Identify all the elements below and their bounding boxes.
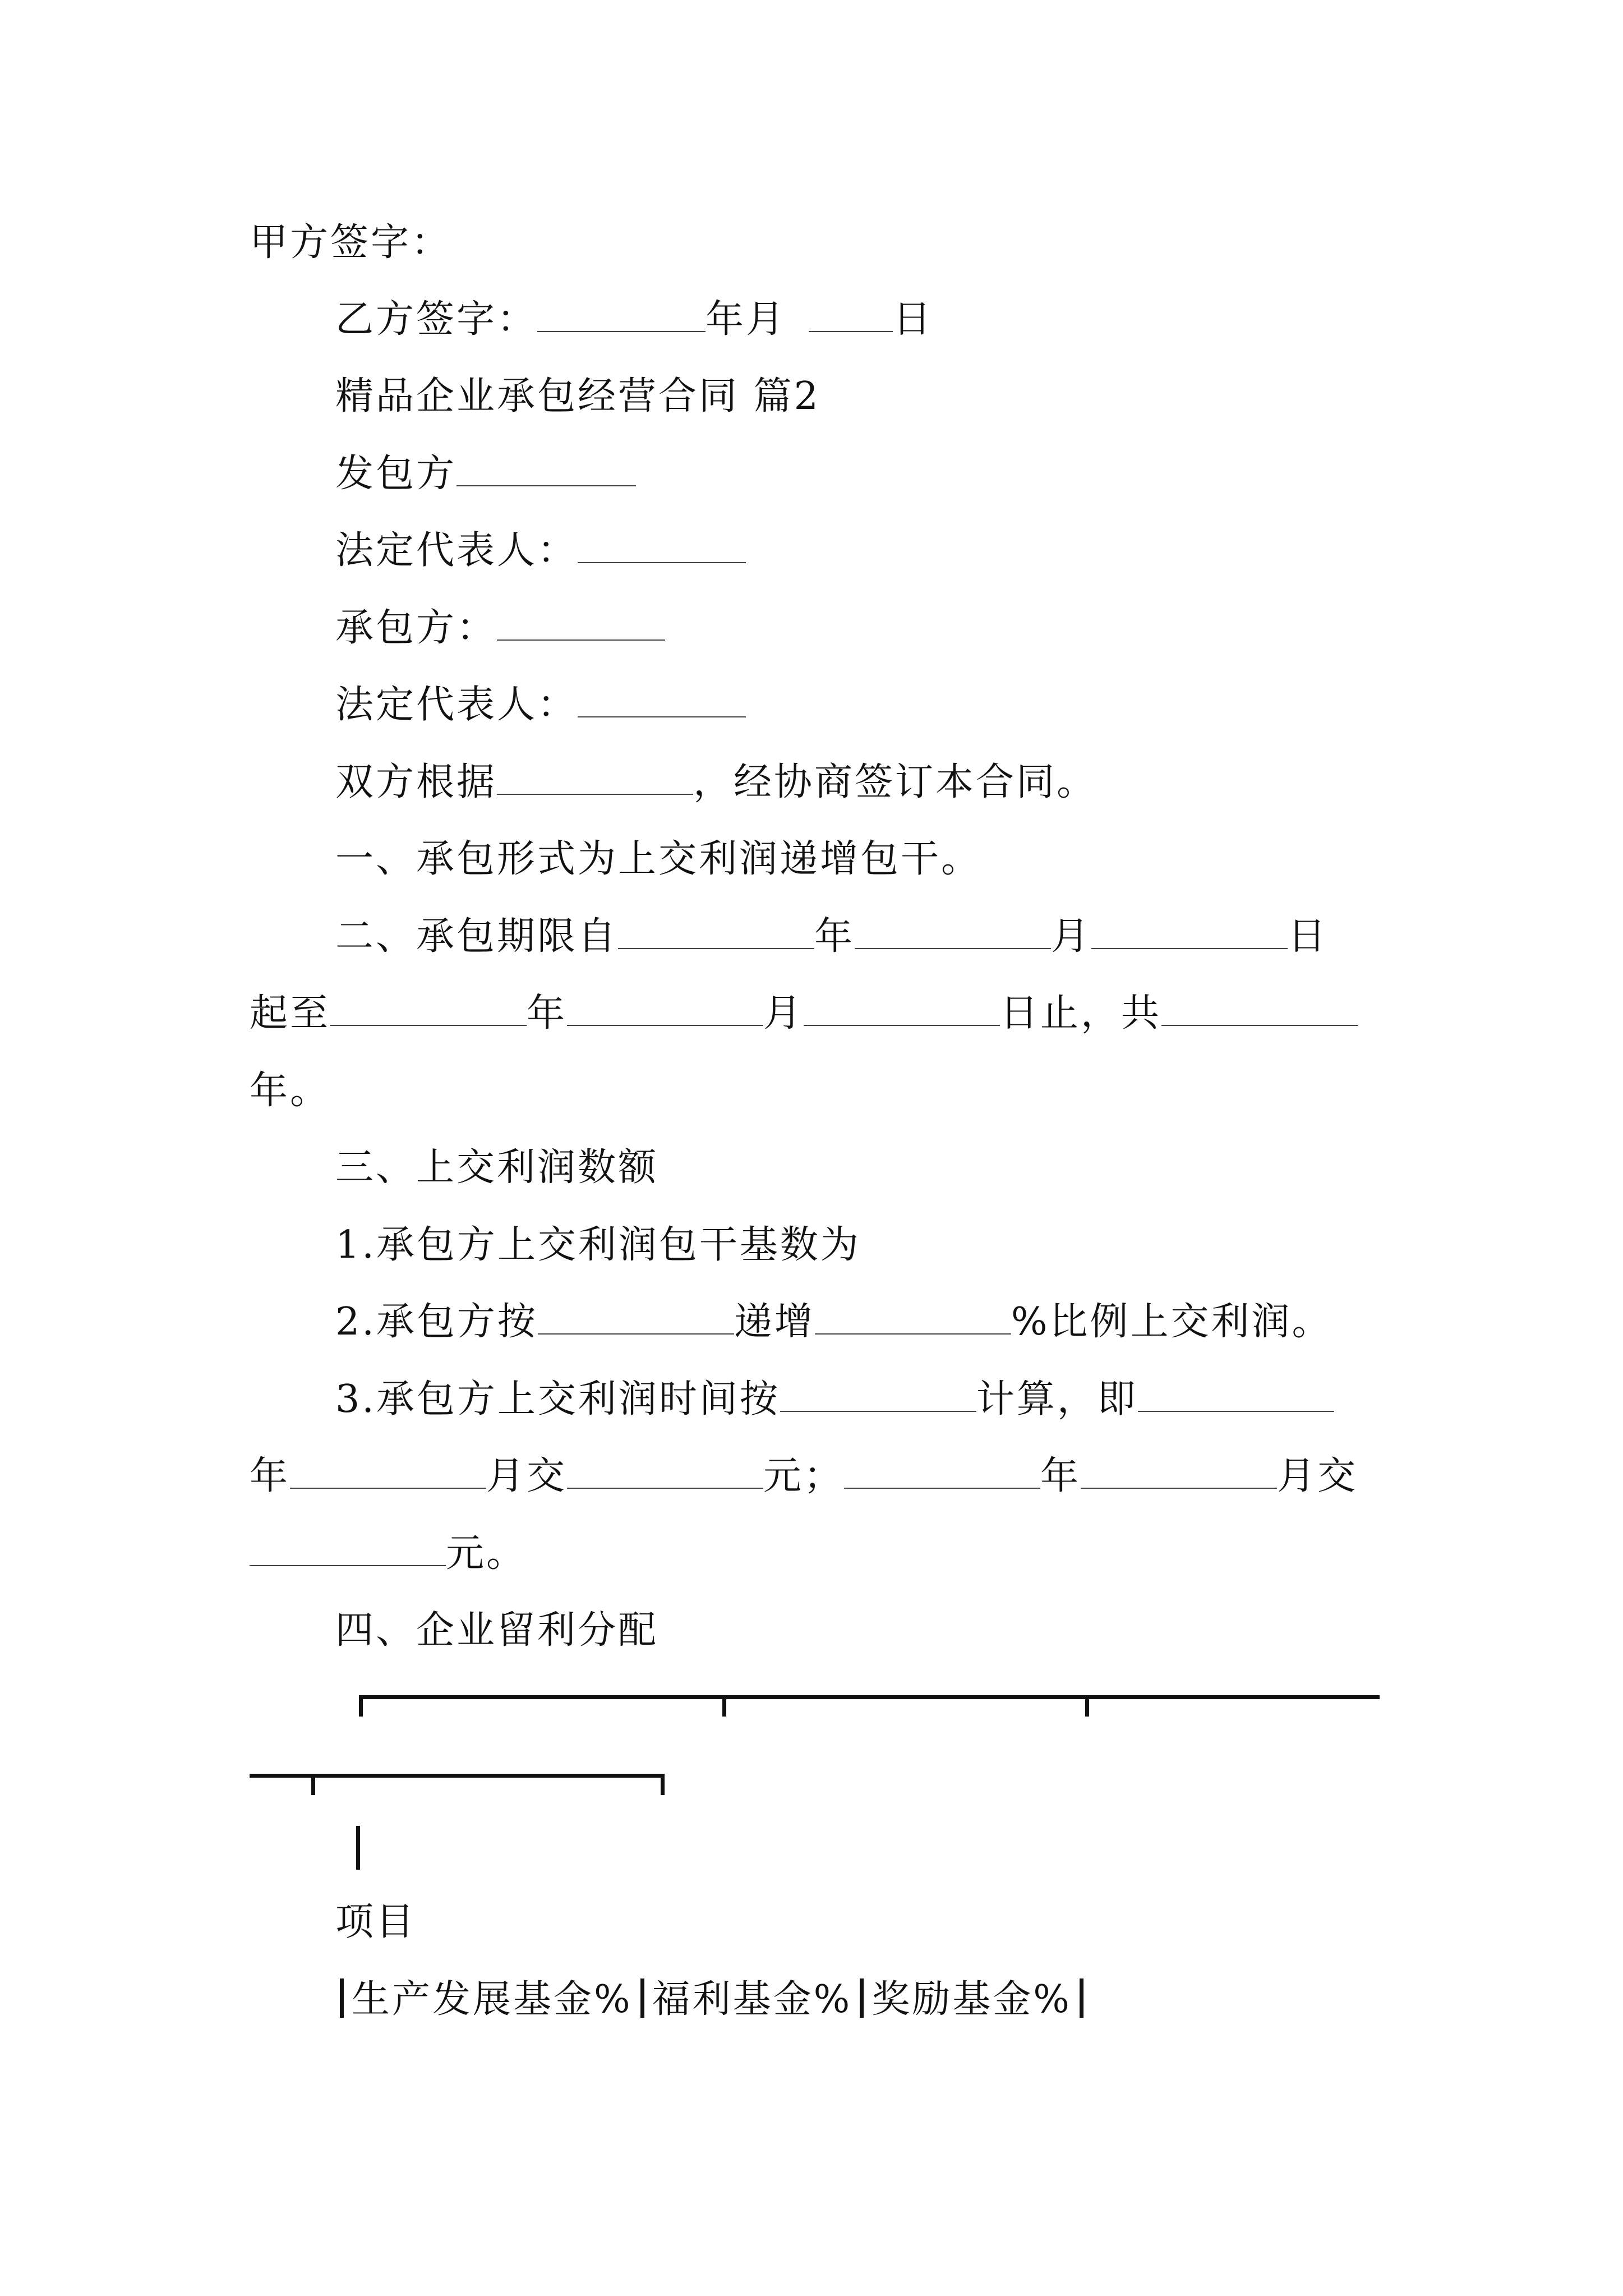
party-b-signature: 乙方签字： 年月 日 [335, 297, 934, 342]
clause-2-line-3: 年。 [250, 1069, 331, 1113]
table-col-welfare: 福利基金% [652, 1977, 852, 2022]
clause-3-item-1: 1.承包方上交利润包干基数为 [335, 1223, 861, 1267]
table-column-tick [1085, 1695, 1089, 1717]
signature-blank [537, 296, 706, 332]
table-corner-tick [359, 1695, 363, 1717]
clause-3-item-2: 2.承包方按 递增 %比例上交利润。 [335, 1300, 1332, 1344]
blank [1081, 1453, 1277, 1489]
blank [804, 990, 1000, 1026]
table-header-row [335, 1975, 1091, 2025]
clause-4-heading: 四、企业留利分配 [335, 1608, 659, 1653]
legal-rep-line-2: 法定代表人： [335, 680, 746, 730]
blank [330, 990, 527, 1026]
blank [618, 913, 814, 949]
contractor-blank [457, 450, 636, 486]
table-divider [860, 1978, 864, 2018]
blank [855, 913, 1051, 949]
blank [1161, 990, 1358, 1026]
clause-2-line-1: 二、承包期限自 年 月 日 [335, 914, 1329, 959]
blank [538, 1299, 734, 1335]
blank [780, 1376, 976, 1412]
table-label: 项目 [335, 1900, 417, 1944]
legal-rep-line-1: 法定代表人： [335, 526, 746, 576]
legal-rep-blank-2 [578, 682, 746, 717]
blank [290, 1453, 486, 1489]
clause-2-line-2: 起至 年 月 日止，共 [250, 988, 1358, 1039]
clause-3-heading: 三、上交利润数额 [335, 1145, 659, 1190]
blank [567, 1453, 763, 1489]
document-title: 精品企业承包经营合同 篇2 [335, 374, 820, 418]
table-divider [1080, 1978, 1083, 2018]
contractor-line: 发包方 [335, 449, 636, 499]
table-corner-tick [661, 1774, 665, 1795]
blank [815, 1299, 1011, 1335]
table-divider [340, 1978, 344, 2018]
basis-blank [497, 759, 693, 795]
blank [844, 1453, 1040, 1489]
clause-3-item-3-line-3: 元。 [250, 1529, 527, 1579]
blank [1138, 1376, 1334, 1412]
table-column-tick [722, 1695, 726, 1717]
blank [250, 1530, 446, 1566]
table-left-border [356, 1826, 360, 1870]
party-a-signature: 甲方签字： [250, 220, 452, 265]
clause-3-item-3-line-2: 年 月交 元； 年 月交 [250, 1454, 1358, 1498]
contractee-blank [497, 605, 665, 641]
table-column-tick [311, 1774, 315, 1795]
contractee-line: 承包方： [335, 603, 665, 654]
blank [1091, 913, 1288, 949]
clause-3-item-3-line-1: 3.承包方上交利润时间按 计算，即 [335, 1374, 1334, 1425]
legal-rep-blank-1 [578, 527, 746, 563]
table-col-bonus: 奖励基金% [872, 1977, 1072, 2022]
day-blank [809, 296, 893, 332]
blank [567, 990, 763, 1026]
basis-line: 双方根据 ，经协商签订本合同。 [335, 760, 1098, 804]
table-top-border [359, 1695, 1380, 1699]
clause-1: 一、承包形式为上交利润递增包干。 [335, 837, 982, 881]
table-divider [640, 1978, 644, 2018]
table-col-production: 生产发展基金% [352, 1977, 633, 2022]
